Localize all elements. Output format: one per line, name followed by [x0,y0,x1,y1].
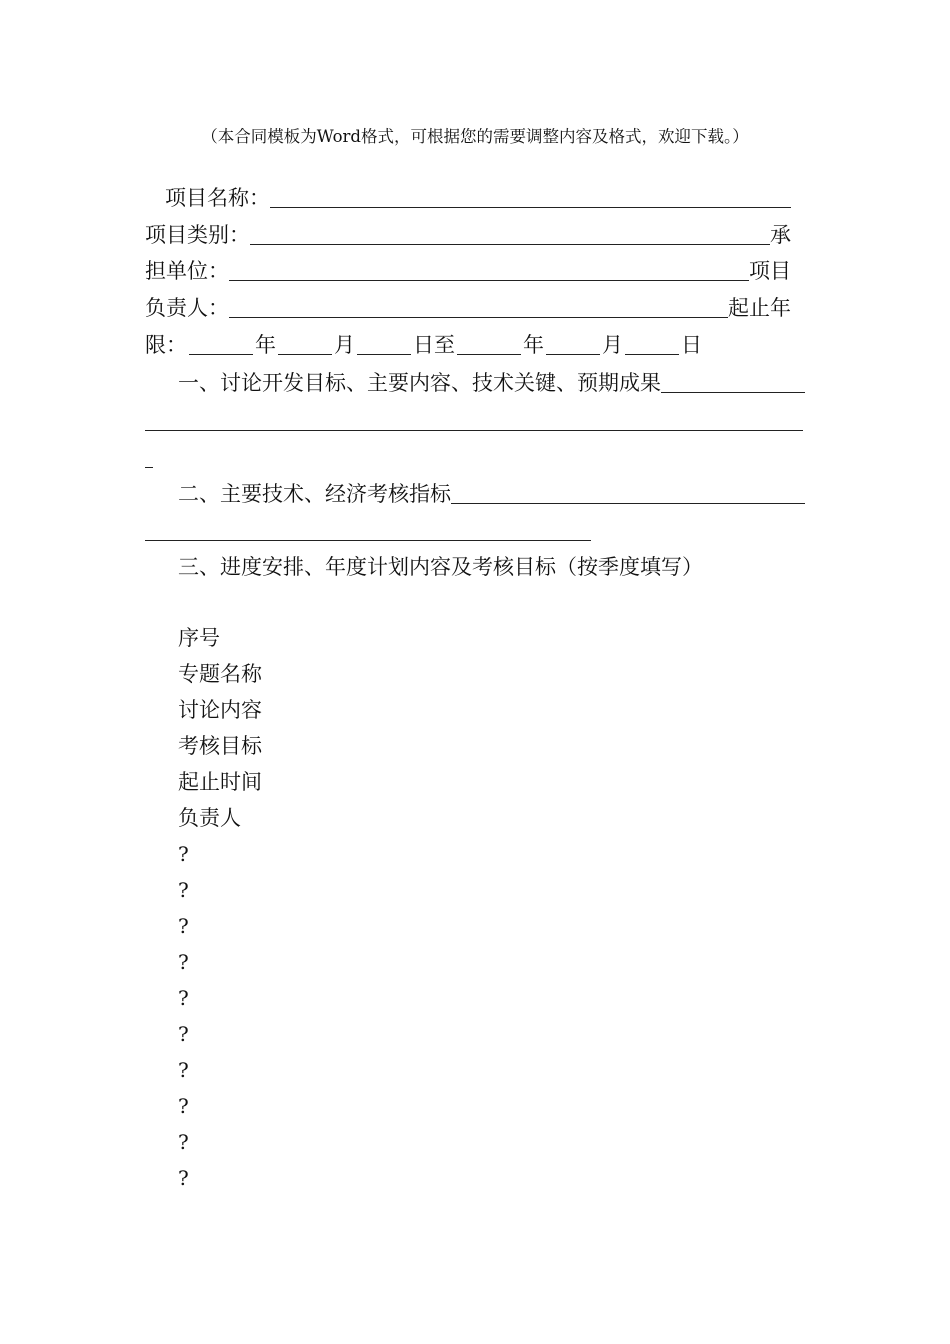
period-label: 限： [145,333,187,357]
placeholder-mark: ? [178,878,189,902]
end-day-blank[interactable] [625,354,679,355]
leader-blank[interactable] [229,317,728,318]
end-year-blank[interactable] [457,354,521,355]
column-header: 讨论内容 [178,698,262,722]
unit-line [145,253,805,289]
project-type-line [145,217,805,253]
placeholder-mark: ? [178,1130,189,1154]
section-3-heading-line [178,549,805,585]
column-header: 负责人 [178,806,241,830]
period-line [145,327,805,363]
start-year-label: 年 [255,333,276,357]
start-day-blank[interactable] [357,354,411,355]
start-year-blank[interactable] [189,354,253,355]
unit-trail: 项目 [749,259,791,283]
unit-label: 担单位： [145,259,229,283]
placeholder-mark: ? [178,986,189,1010]
start-month-blank[interactable] [278,354,332,355]
column-header: 专题名称 [178,662,262,686]
placeholder-mark: ? [178,914,189,938]
section-1-answer-line[interactable] [145,430,803,431]
end-month-blank[interactable] [546,354,600,355]
placeholder-mark: ? [178,1058,189,1082]
placeholder-mark: ? [178,1166,189,1190]
placeholder-mark: ? [178,950,189,974]
project-name-label: 项目名称： [165,186,270,210]
leader-line [145,290,805,326]
schedule-placeholder-rows [178,836,189,1196]
project-type-label: 项目类别： [145,223,250,247]
placeholder-mark: ? [178,1022,189,1046]
section-2-heading-line [178,476,805,512]
start-day-label: 日至 [413,333,455,357]
placeholder-mark: ? [178,1094,189,1118]
section-2-heading: 二、主要技术、经济考核指标 [178,482,451,506]
project-name-blank[interactable] [270,207,791,208]
section-3-heading: 三、进度安排、年度计划内容及考核目标（按季度填写） [178,555,703,579]
end-day-label: 日 [681,333,702,357]
project-name-line [165,180,805,216]
placeholder-mark: ? [178,842,189,866]
project-type-trail: 承 [770,223,791,247]
column-header: 序号 [178,626,220,650]
section-1-blank[interactable] [661,392,805,393]
schedule-table-columns [178,620,262,836]
section-1-heading-line [178,365,805,401]
project-type-blank[interactable] [250,244,770,245]
end-year-label: 年 [523,333,544,357]
column-header: 起止时间 [178,770,262,794]
section-1-answer-tail[interactable] [145,467,153,468]
section-1-heading: 一、讨论开发目标、主要内容、技术关键、预期成果 [178,371,661,395]
end-month-label: 月 [602,333,623,357]
section-2-answer-line[interactable] [145,540,591,541]
section-2-blank[interactable] [451,503,805,504]
leader-label: 负责人： [145,296,229,320]
start-month-label: 月 [334,333,355,357]
leader-trail: 起止年 [728,296,791,320]
column-header: 考核目标 [178,734,262,758]
unit-blank[interactable] [229,280,749,281]
template-notice: （本合同模板为Word格式，可根据您的需要调整内容及格式，欢迎下载。） [201,127,749,146]
